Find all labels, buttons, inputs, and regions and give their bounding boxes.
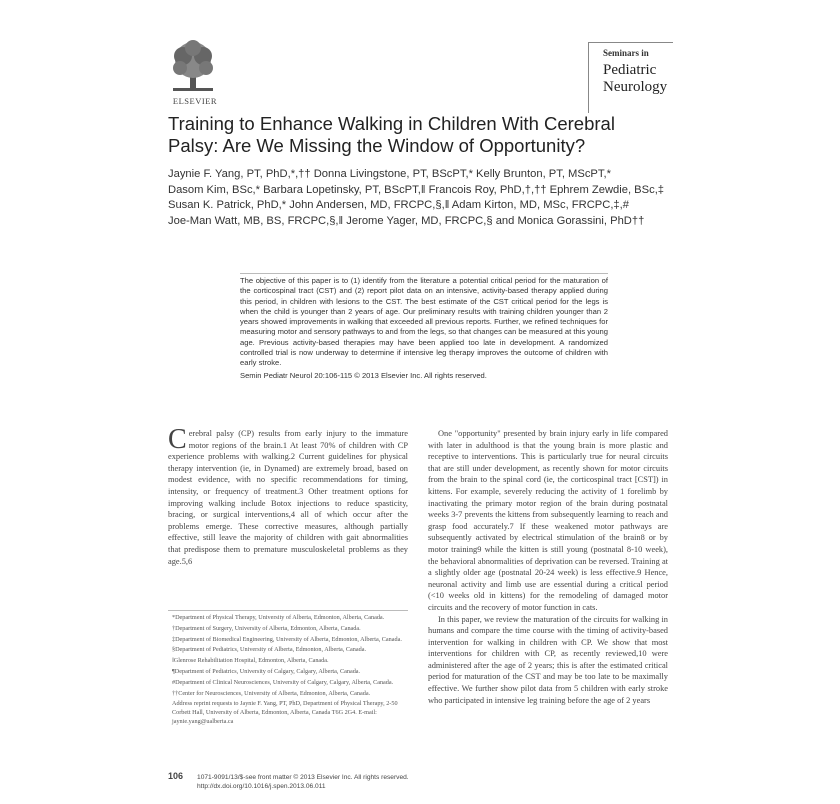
publisher-name: ELSEVIER [172, 96, 218, 106]
footnote: ‡Department of Biomedical Engineering, University of Alberta, Edmonton, Alberta, Canada. [172, 635, 402, 643]
body-column-left [168, 424, 408, 567]
doi-link[interactable]: http://dx.doi.org/10.1016/j.spen.2013.06.011 [197, 783, 326, 790]
elsevier-tree-icon [165, 38, 221, 94]
paragraph-text: erebral palsy (CP) results from early injury to the immature motor regions of the brain.1 At least 70% of children with CP experience problems with walking.2 Current guidelines for physical therapy intervention (ie, in Dynamed) are extremely broad, based on modest evidence, with no specific recommendations for timing, intensity, or frequency of treatment.3 Other treatment options for improving walking include Botox injections to reduce spasticity, bracing, or surgical interventions,4 all of which occur after the problems emerge. These corrective measures, although partially effective, still leave the majority of children with gait abnormalities that predispose them to premature musculoskeletal problems as they age.5,6 [168, 429, 408, 566]
paragraph: In this paper, we review the maturation of the circuits for walking in humans and compare the time course with the timing of activity-based intervention for walking in children with CP. We show that most interventions for children with CP, as recently reviewed,10 were administered after the age of 2 years; this is after the estimated critical period for maturation of the CST and may be too late to be maximally effective. We further show pilot data from 5 children with early stroke who participated in intensive leg training before the age of 2 years [428, 614, 668, 705]
author-list [168, 167, 678, 229]
footnote: *Department of Physical Therapy, University of Alberta, Edmonton, Alberta, Canada. [172, 614, 385, 621]
publisher-logo [165, 38, 221, 108]
footnote: †Department of Surgery, University of Alberta, Edmonton, Alberta, Canada. [172, 624, 361, 632]
footnote: ††Center for Neurosciences, University of Alberta, Edmonton, Alberta, Canada. [172, 689, 371, 697]
paragraph [168, 424, 408, 567]
journal-prefix: Seminars in [603, 48, 649, 58]
author-line: Joe-Man Watt, MB, BS, FRCPC,§,‖ Jerome Yager, MD, FRCPC,§ and Monica Gorassini, PhD†† [168, 214, 645, 227]
body-column-right [428, 428, 668, 706]
footnote: ‖Glenrose Rehabilitation Hospital, Edmonton, Alberta, Canada. [172, 657, 329, 665]
footer-line [168, 772, 468, 782]
issn-line: 1071-9091/13/$-see front matter © 2013 Elsevier Inc. All rights reserved. [197, 774, 409, 781]
abstract-text: The objective of this paper is to (1) identify from the literature a potential critical period for the maturation of the corticospinal tract (CST) and (2) report pilot data on an intensive, activity-based therapy applied during this period, in children with lesions to the CST. The best estimate of the CST critical period for the legs is when the child is younger than 2 years of age. Our preliminary results with training children younger than 2 years showed improvements in walking that exceeded all previous reports. Further, we refined techniques for measuring motor and sensory pathways to and from the legs, so that changes can be measured at this young age. Previous activity-based therapies may have been applied too late in development. A randomized controlled trial is now underway to determine if intensive leg therapy improves the outcome of children with early stroke. [240, 276, 608, 368]
footnote: Address reprint requests to Jaynie F. Yang, PT, PhD, Department of Physical Therapy, 2-50 Corbett Hall, University of Alberta, Edmonton, Alberta, Canada T6G 2G4. E-mail: jaynie.yang@ualberta.ca [172, 700, 398, 725]
drop-cap: C [168, 424, 187, 455]
paragraph: One "opportunity" presented by brain injury early in life compared with later in adulthood is that the young brain is more plastic and receptive to interventions. This is particularly true for neural circuits that are still under development, as recently shown for motor circuits from the brain to the spinal cord (ie, the corticospinal tract [CST]) in kittens. For example, severely reducing the activity of 1 forelimb by inactivating the primary motor region of the brain during postnatal weeks 3-7 prevents the kittens from subsequently learning to reach and grasp food accurately.7 If these weakened motor pathways are subsequently activated by electrical stimulation of the brain8 or by motor training9 while the kitten is still young (postnatal 8-10 week), the behavioral abnormalities of deprivation can be reversed. Training at a slightly older age (postnatal 20-24 week) is less effective.9 Hence, neuronal activity and limb use are essential during a critical period (<10 weeks old in kittens) for the remodeling of damaged motor circuits and the recovery of motor function in cats. [428, 429, 668, 612]
author-line: Jaynie F. Yang, PT, PhD,*,†† Donna Livingstone, PT, BScPT,* Kelly Brunton, PT, MScPT,* [168, 168, 611, 180]
journal-name-line2: Neurology [603, 79, 668, 95]
article-title: Training to Enhance Walking in Children With Cerebral Palsy: Are We Missing the Window of Opportunity? [168, 113, 615, 156]
abstract-citation: Semin Pediatr Neurol 20:106-115 © 2013 Elsevier Inc. All rights reserved. [240, 370, 487, 380]
journal-masthead [588, 42, 673, 113]
footnote: #Department of Clinical Neurosciences, University of Calgary, Calgary, Alberta, Canada. [172, 678, 394, 686]
page-footer [168, 772, 468, 791]
author-line: Dasom Kim, BSc,* Barbara Lopetinsky, PT, BScPT,‖ Francois Roy, PhD,†,†† Ephrem Zewdie, BSc,‡ [168, 183, 665, 196]
journal-name-line1: Pediatric [603, 62, 657, 78]
footnote: ¶Department of Pediatrics, University of Calgary, Calgary, Alberta, Canada. [172, 667, 361, 675]
article-page [160, 30, 680, 804]
page-number: 106 [168, 771, 184, 781]
abstract [240, 273, 608, 381]
journal-name [603, 62, 667, 96]
affiliation-footnotes [168, 610, 408, 729]
footnote: §Department of Pediatrics, University of Alberta, Edmonton, Alberta, Canada. [172, 646, 366, 654]
author-line: Susan K. Patrick, PhD,* John Andersen, MD, FRCPC,§,‖ Adam Kirton, MD, MSc, FRCPC,‡,# [168, 199, 629, 211]
